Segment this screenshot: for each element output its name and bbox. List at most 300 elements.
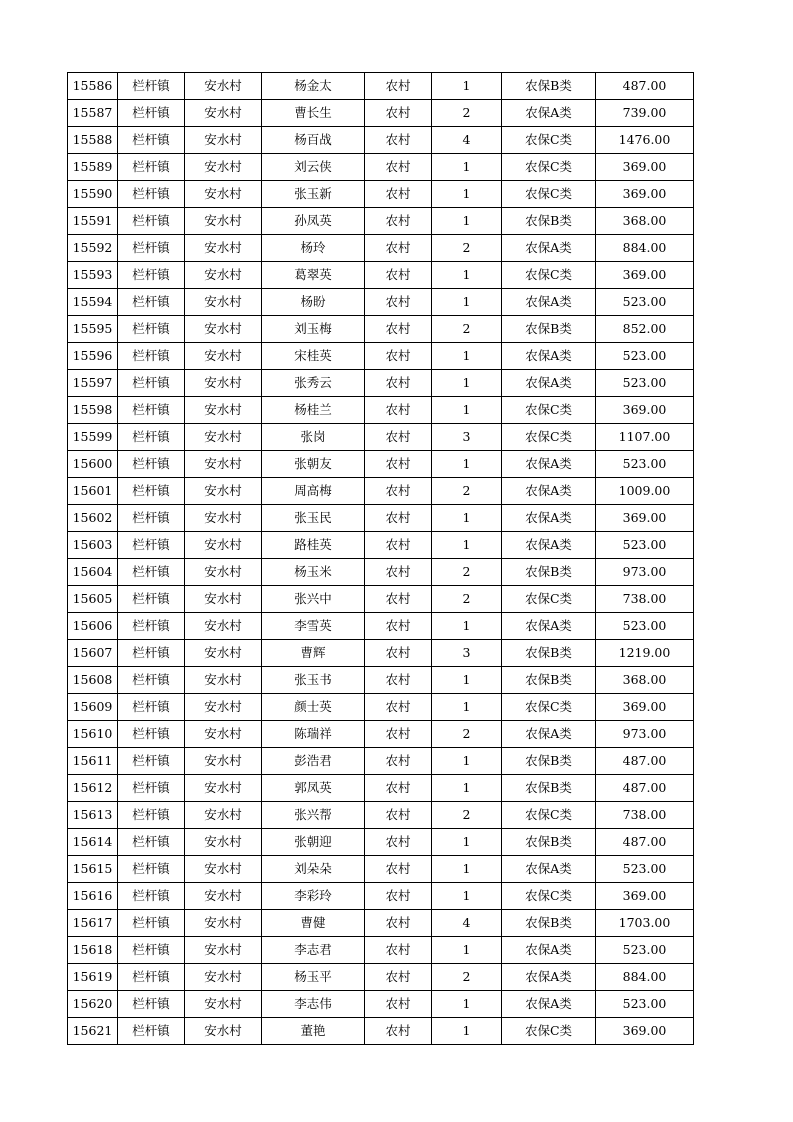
category-cell: 农保A类 [502,721,596,748]
table-row [68,829,694,856]
table-row [68,856,694,883]
category-cell: 农保A类 [502,289,596,316]
record-id-cell: 15597 [68,370,118,397]
name-cell: 颜士英 [262,694,365,721]
category-cell: 农保B类 [502,73,596,100]
name-cell: 张岗 [262,424,365,451]
amount-cell: 852.00 [596,316,694,343]
town-cell: 栏杆镇 [118,208,185,235]
record-id-cell: 15619 [68,964,118,991]
area-type-cell: 农村 [365,667,432,694]
record-id-cell: 15602 [68,505,118,532]
record-id-cell: 15620 [68,991,118,1018]
count-cell: 1 [432,181,502,208]
village-cell: 安水村 [185,667,262,694]
name-cell: 杨玲 [262,235,365,262]
town-cell: 栏杆镇 [118,964,185,991]
village-cell: 安水村 [185,559,262,586]
area-type-cell: 农村 [365,532,432,559]
village-cell: 安水村 [185,127,262,154]
table-body [68,73,694,1045]
count-cell: 2 [432,235,502,262]
count-cell: 1 [432,991,502,1018]
amount-cell: 369.00 [596,154,694,181]
table-row [68,316,694,343]
category-cell: 农保A类 [502,532,596,559]
village-cell: 安水村 [185,883,262,910]
table-row [68,235,694,262]
count-cell: 1 [432,856,502,883]
amount-cell: 1703.00 [596,910,694,937]
table-row [68,397,694,424]
town-cell: 栏杆镇 [118,100,185,127]
category-cell: 农保C类 [502,154,596,181]
count-cell: 2 [432,559,502,586]
name-cell: 郭凤英 [262,775,365,802]
area-type-cell: 农村 [365,910,432,937]
table-row [68,208,694,235]
name-cell: 张玉新 [262,181,365,208]
amount-cell: 523.00 [596,532,694,559]
village-cell: 安水村 [185,991,262,1018]
category-cell: 农保C类 [502,127,596,154]
village-cell: 安水村 [185,694,262,721]
table-row [68,100,694,127]
name-cell: 曹长生 [262,100,365,127]
category-cell: 农保B类 [502,775,596,802]
area-type-cell: 农村 [365,424,432,451]
area-type-cell: 农村 [365,100,432,127]
category-cell: 农保A类 [502,100,596,127]
count-cell: 2 [432,316,502,343]
category-cell: 农保B类 [502,640,596,667]
village-cell: 安水村 [185,856,262,883]
name-cell: 杨盼 [262,289,365,316]
category-cell: 农保C类 [502,586,596,613]
town-cell: 栏杆镇 [118,802,185,829]
village-cell: 安水村 [185,289,262,316]
area-type-cell: 农村 [365,154,432,181]
area-type-cell: 农村 [365,694,432,721]
town-cell: 栏杆镇 [118,451,185,478]
amount-cell: 369.00 [596,1018,694,1045]
table-row [68,694,694,721]
amount-cell: 523.00 [596,451,694,478]
name-cell: 刘云侠 [262,154,365,181]
count-cell: 4 [432,127,502,154]
record-id-cell: 15605 [68,586,118,613]
record-id-cell: 15591 [68,208,118,235]
village-cell: 安水村 [185,964,262,991]
town-cell: 栏杆镇 [118,829,185,856]
count-cell: 1 [432,397,502,424]
amount-cell: 523.00 [596,991,694,1018]
table-row [68,991,694,1018]
name-cell: 张朝迎 [262,829,365,856]
record-id-cell: 15587 [68,100,118,127]
name-cell: 董艳 [262,1018,365,1045]
amount-cell: 1476.00 [596,127,694,154]
village-cell: 安水村 [185,478,262,505]
category-cell: 农保A类 [502,856,596,883]
town-cell: 栏杆镇 [118,262,185,289]
record-id-cell: 15621 [68,1018,118,1045]
amount-cell: 369.00 [596,694,694,721]
count-cell: 1 [432,775,502,802]
village-cell: 安水村 [185,532,262,559]
village-cell: 安水村 [185,586,262,613]
table-row [68,883,694,910]
amount-cell: 369.00 [596,883,694,910]
village-cell: 安水村 [185,721,262,748]
town-cell: 栏杆镇 [118,343,185,370]
village-cell: 安水村 [185,370,262,397]
record-id-cell: 15596 [68,343,118,370]
category-cell: 农保C类 [502,262,596,289]
amount-cell: 884.00 [596,235,694,262]
record-id-cell: 15612 [68,775,118,802]
town-cell: 栏杆镇 [118,775,185,802]
area-type-cell: 农村 [365,748,432,775]
area-type-cell: 农村 [365,856,432,883]
name-cell: 李志伟 [262,991,365,1018]
category-cell: 农保B类 [502,829,596,856]
town-cell: 栏杆镇 [118,559,185,586]
area-type-cell: 农村 [365,640,432,667]
village-cell: 安水村 [185,154,262,181]
village-cell: 安水村 [185,181,262,208]
amount-cell: 523.00 [596,613,694,640]
town-cell: 栏杆镇 [118,478,185,505]
village-cell: 安水村 [185,73,262,100]
record-id-cell: 15601 [68,478,118,505]
table-row [68,775,694,802]
area-type-cell: 农村 [365,181,432,208]
count-cell: 4 [432,910,502,937]
amount-cell: 523.00 [596,856,694,883]
table-row [68,1018,694,1045]
village-cell: 安水村 [185,424,262,451]
table-row [68,289,694,316]
category-cell: 农保A类 [502,991,596,1018]
count-cell: 1 [432,829,502,856]
area-type-cell: 农村 [365,127,432,154]
name-cell: 周高梅 [262,478,365,505]
name-cell: 陈瑞祥 [262,721,365,748]
amount-cell: 487.00 [596,829,694,856]
area-type-cell: 农村 [365,1018,432,1045]
table-row [68,532,694,559]
category-cell: 农保C类 [502,181,596,208]
table-row [68,802,694,829]
area-type-cell: 农村 [365,964,432,991]
record-id-cell: 15616 [68,883,118,910]
table-row [68,937,694,964]
village-cell: 安水村 [185,775,262,802]
count-cell: 1 [432,154,502,181]
town-cell: 栏杆镇 [118,667,185,694]
name-cell: 曹辉 [262,640,365,667]
category-cell: 农保C类 [502,397,596,424]
records-table [67,72,694,1045]
town-cell: 栏杆镇 [118,586,185,613]
name-cell: 张玉民 [262,505,365,532]
record-id-cell: 15589 [68,154,118,181]
count-cell: 3 [432,640,502,667]
count-cell: 1 [432,370,502,397]
category-cell: 农保C类 [502,1018,596,1045]
table-row [68,343,694,370]
count-cell: 2 [432,802,502,829]
table-row [68,127,694,154]
amount-cell: 523.00 [596,937,694,964]
record-id-cell: 15604 [68,559,118,586]
name-cell: 刘玉梅 [262,316,365,343]
village-cell: 安水村 [185,343,262,370]
amount-cell: 487.00 [596,775,694,802]
table-row [68,370,694,397]
category-cell: 农保A类 [502,235,596,262]
amount-cell: 884.00 [596,964,694,991]
record-id-cell: 15613 [68,802,118,829]
village-cell: 安水村 [185,748,262,775]
category-cell: 农保B类 [502,748,596,775]
record-id-cell: 15615 [68,856,118,883]
amount-cell: 368.00 [596,208,694,235]
table-row [68,181,694,208]
table-row [68,964,694,991]
town-cell: 栏杆镇 [118,370,185,397]
area-type-cell: 农村 [365,721,432,748]
table-row [68,154,694,181]
record-id-cell: 15603 [68,532,118,559]
amount-cell: 369.00 [596,505,694,532]
town-cell: 栏杆镇 [118,397,185,424]
amount-cell: 738.00 [596,586,694,613]
record-id-cell: 15614 [68,829,118,856]
area-type-cell: 农村 [365,559,432,586]
town-cell: 栏杆镇 [118,532,185,559]
area-type-cell: 农村 [365,883,432,910]
village-cell: 安水村 [185,316,262,343]
record-id-cell: 15610 [68,721,118,748]
table-row [68,505,694,532]
count-cell: 1 [432,262,502,289]
village-cell: 安水村 [185,505,262,532]
name-cell: 刘朵朵 [262,856,365,883]
name-cell: 张秀云 [262,370,365,397]
count-cell: 2 [432,586,502,613]
record-id-cell: 15598 [68,397,118,424]
town-cell: 栏杆镇 [118,937,185,964]
category-cell: 农保C类 [502,424,596,451]
area-type-cell: 农村 [365,73,432,100]
table-row [68,586,694,613]
record-id-cell: 15608 [68,667,118,694]
category-cell: 农保B类 [502,559,596,586]
count-cell: 1 [432,748,502,775]
amount-cell: 369.00 [596,397,694,424]
count-cell: 1 [432,1018,502,1045]
name-cell: 彭浩君 [262,748,365,775]
record-id-cell: 15618 [68,937,118,964]
name-cell: 路桂英 [262,532,365,559]
area-type-cell: 农村 [365,316,432,343]
village-cell: 安水村 [185,802,262,829]
count-cell: 1 [432,289,502,316]
area-type-cell: 农村 [365,991,432,1018]
town-cell: 栏杆镇 [118,154,185,181]
name-cell: 张兴中 [262,586,365,613]
area-type-cell: 农村 [365,613,432,640]
category-cell: 农保B类 [502,667,596,694]
table-row [68,262,694,289]
amount-cell: 739.00 [596,100,694,127]
table-row [68,721,694,748]
town-cell: 栏杆镇 [118,424,185,451]
category-cell: 农保A类 [502,964,596,991]
count-cell: 2 [432,964,502,991]
area-type-cell: 农村 [365,262,432,289]
record-id-cell: 15586 [68,73,118,100]
town-cell: 栏杆镇 [118,73,185,100]
area-type-cell: 农村 [365,343,432,370]
town-cell: 栏杆镇 [118,748,185,775]
name-cell: 李彩玲 [262,883,365,910]
record-id-cell: 15594 [68,289,118,316]
area-type-cell: 农村 [365,370,432,397]
town-cell: 栏杆镇 [118,181,185,208]
village-cell: 安水村 [185,829,262,856]
area-type-cell: 农村 [365,829,432,856]
amount-cell: 523.00 [596,343,694,370]
count-cell: 1 [432,883,502,910]
village-cell: 安水村 [185,1018,262,1045]
name-cell: 杨桂兰 [262,397,365,424]
name-cell: 杨百战 [262,127,365,154]
village-cell: 安水村 [185,937,262,964]
amount-cell: 369.00 [596,181,694,208]
amount-cell: 1009.00 [596,478,694,505]
village-cell: 安水村 [185,640,262,667]
amount-cell: 1107.00 [596,424,694,451]
area-type-cell: 农村 [365,802,432,829]
area-type-cell: 农村 [365,235,432,262]
amount-cell: 369.00 [596,262,694,289]
category-cell: 农保C类 [502,694,596,721]
area-type-cell: 农村 [365,937,432,964]
town-cell: 栏杆镇 [118,1018,185,1045]
area-type-cell: 农村 [365,586,432,613]
area-type-cell: 农村 [365,289,432,316]
amount-cell: 523.00 [596,370,694,397]
category-cell: 农保B类 [502,208,596,235]
amount-cell: 368.00 [596,667,694,694]
name-cell: 张朝友 [262,451,365,478]
record-id-cell: 15611 [68,748,118,775]
record-id-cell: 15588 [68,127,118,154]
table-row [68,748,694,775]
town-cell: 栏杆镇 [118,316,185,343]
record-id-cell: 15600 [68,451,118,478]
table-row [68,451,694,478]
town-cell: 栏杆镇 [118,640,185,667]
village-cell: 安水村 [185,397,262,424]
amount-cell: 487.00 [596,73,694,100]
amount-cell: 973.00 [596,559,694,586]
category-cell: 农保B类 [502,316,596,343]
count-cell: 2 [432,721,502,748]
amount-cell: 523.00 [596,289,694,316]
name-cell: 张玉书 [262,667,365,694]
village-cell: 安水村 [185,100,262,127]
area-type-cell: 农村 [365,451,432,478]
count-cell: 1 [432,343,502,370]
town-cell: 栏杆镇 [118,991,185,1018]
town-cell: 栏杆镇 [118,613,185,640]
amount-cell: 738.00 [596,802,694,829]
town-cell: 栏杆镇 [118,127,185,154]
name-cell: 曹健 [262,910,365,937]
category-cell: 农保A类 [502,505,596,532]
name-cell: 杨金太 [262,73,365,100]
count-cell: 1 [432,532,502,559]
village-cell: 安水村 [185,613,262,640]
name-cell: 杨玉平 [262,964,365,991]
table-row [68,640,694,667]
category-cell: 农保A类 [502,478,596,505]
record-id-cell: 15609 [68,694,118,721]
village-cell: 安水村 [185,208,262,235]
count-cell: 1 [432,613,502,640]
count-cell: 2 [432,100,502,127]
count-cell: 1 [432,694,502,721]
area-type-cell: 农村 [365,775,432,802]
count-cell: 1 [432,937,502,964]
table-row [68,910,694,937]
town-cell: 栏杆镇 [118,883,185,910]
record-id-cell: 15606 [68,613,118,640]
record-id-cell: 15593 [68,262,118,289]
table-row [68,667,694,694]
category-cell: 农保A类 [502,343,596,370]
record-id-cell: 15590 [68,181,118,208]
count-cell: 1 [432,208,502,235]
count-cell: 1 [432,73,502,100]
amount-cell: 487.00 [596,748,694,775]
category-cell: 农保C类 [502,883,596,910]
count-cell: 1 [432,667,502,694]
record-id-cell: 15607 [68,640,118,667]
village-cell: 安水村 [185,910,262,937]
count-cell: 1 [432,505,502,532]
area-type-cell: 农村 [365,478,432,505]
town-cell: 栏杆镇 [118,856,185,883]
count-cell: 3 [432,424,502,451]
record-id-cell: 15617 [68,910,118,937]
amount-cell: 1219.00 [596,640,694,667]
count-cell: 1 [432,451,502,478]
name-cell: 宋桂英 [262,343,365,370]
table-row [68,613,694,640]
area-type-cell: 农村 [365,208,432,235]
category-cell: 农保A类 [502,937,596,964]
town-cell: 栏杆镇 [118,289,185,316]
count-cell: 2 [432,478,502,505]
town-cell: 栏杆镇 [118,505,185,532]
category-cell: 农保A类 [502,370,596,397]
area-type-cell: 农村 [365,505,432,532]
